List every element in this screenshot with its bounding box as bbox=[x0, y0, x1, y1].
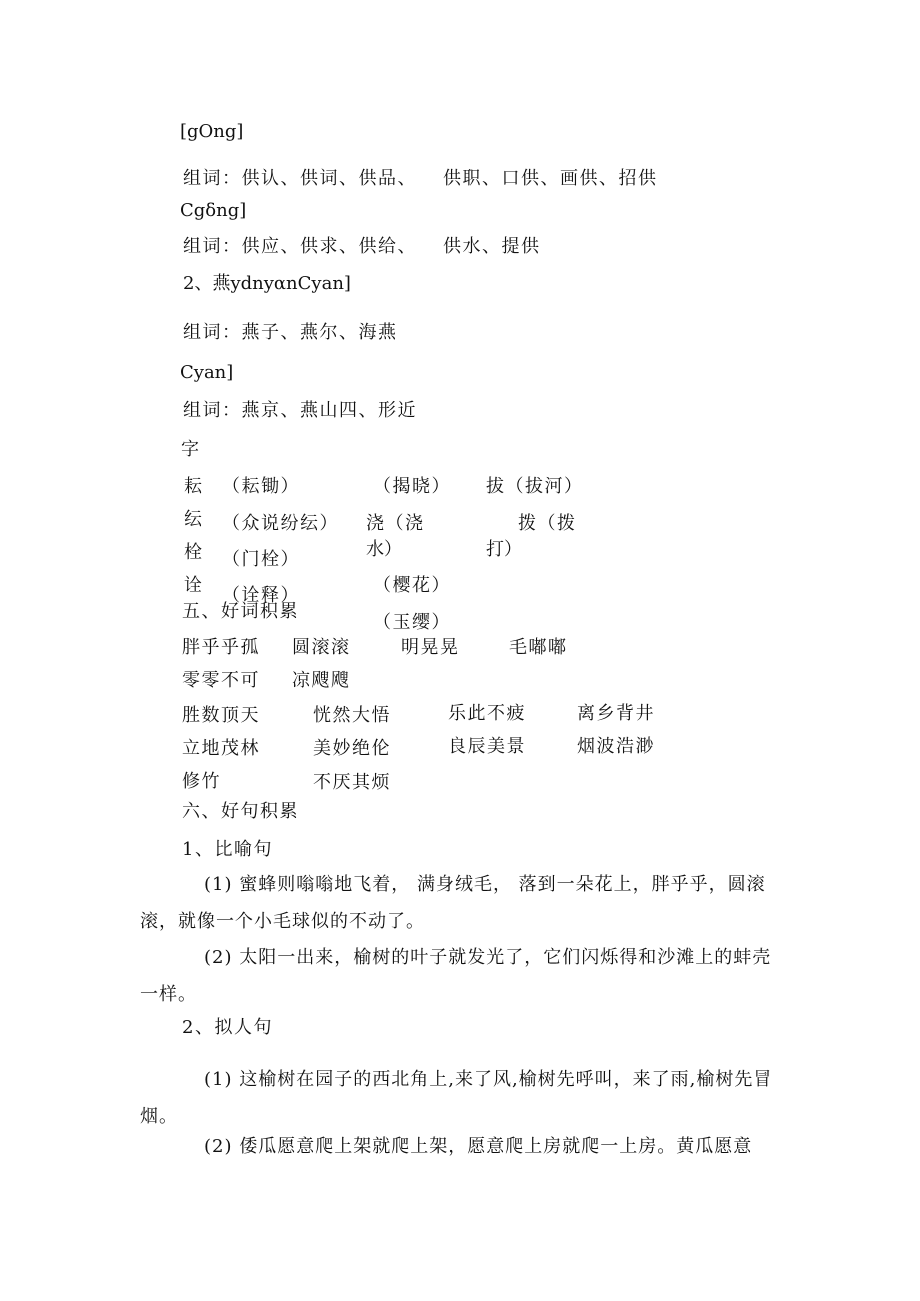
word-group-gong-1a: 组词：供认、供词、供品、 bbox=[183, 168, 417, 189]
word-group-yan-2: 组词：燕京、燕山四、形近 bbox=[183, 400, 417, 421]
personification-sentence-2 bbox=[140, 1128, 785, 1165]
good-words-heading: 五、好词积累 bbox=[182, 601, 299, 622]
word-group-gong-2b: 供水、提供 bbox=[443, 236, 541, 257]
good-word: 良辰美景 bbox=[448, 736, 526, 757]
good-word: 恍然大悟 bbox=[313, 705, 391, 726]
good-word: 明晃晃 bbox=[401, 637, 460, 658]
good-word: 不厌其烦 bbox=[313, 772, 391, 793]
similar-char-1-word: （耘锄） bbox=[222, 476, 300, 497]
personification-heading: 2、拟人句 bbox=[182, 1017, 273, 1038]
similar-char-mid-4: （玉缨） bbox=[373, 612, 451, 633]
word-group-gong-2a: 组词：供应、供求、供给、 bbox=[183, 236, 417, 257]
similar-char-4-word: （诠释） bbox=[222, 585, 300, 606]
similar-char-mid-2b: 水） bbox=[366, 539, 402, 560]
word-group-yan-1: 组词：燕子、燕尔、海燕 bbox=[183, 322, 398, 343]
similar-char-3-word: （门栓） bbox=[222, 549, 300, 570]
personification-sentence-1 bbox=[140, 1061, 785, 1135]
good-word: 圆滚滚 bbox=[292, 637, 351, 658]
good-word: 烟波浩渺 bbox=[577, 736, 655, 757]
good-word: 立地茂林 bbox=[182, 738, 260, 759]
simile-sentence-1 bbox=[140, 866, 785, 940]
similar-char-2: 纭 bbox=[184, 509, 202, 530]
good-word: 胖乎乎孤 bbox=[182, 637, 260, 658]
pinyin-yan-2: Cyan] bbox=[180, 362, 234, 383]
good-word: 胜数顶天 bbox=[182, 705, 260, 726]
similar-char-mid-3: （樱花） bbox=[373, 575, 451, 596]
pinyin-gong-1: [gOng] bbox=[180, 121, 244, 142]
personification-sentence-2-text: (2) 倭瓜愿意爬上架就爬上架，愿意爬上房就爬一上房。黄瓜愿意 bbox=[204, 1136, 753, 1157]
good-word: 美妙绝伦 bbox=[313, 738, 391, 759]
personification-sentence-1-text: (1) 这榆树在园子的西北角上,来了风,榆树先呼叫，来了雨,榆树先冒烟。 bbox=[140, 1069, 773, 1127]
good-word: 凉飕飕 bbox=[292, 670, 351, 691]
good-word: 离乡背井 bbox=[577, 703, 655, 724]
similar-char-right-1: 拔（拔河） bbox=[486, 476, 584, 497]
word-group-gong-1b: 供职、口供、画供、招供 bbox=[443, 168, 658, 189]
simile-sentence-1-text: (1) 蜜蜂则嗡嗡地飞着， 满身绒毛， 落到一朵花上，胖乎乎，圆滚滚，就像一个小毛球似的不动了。 bbox=[140, 874, 766, 932]
pinyin-gong-2: Cgδng] bbox=[180, 200, 247, 221]
good-word: 毛嘟嘟 bbox=[509, 637, 568, 658]
similar-char-3: 栓 bbox=[184, 542, 202, 563]
similar-char-mid-2a: 浇（浇 bbox=[366, 513, 425, 534]
similar-char-right-2a: 拨（拨 bbox=[518, 513, 577, 534]
similar-char-right-2b: 打） bbox=[486, 539, 522, 560]
good-word: 乐此不疲 bbox=[448, 703, 526, 724]
word-group-yan-2-cont: 字 bbox=[181, 439, 199, 460]
heading-yan: 2、燕ydnyαnCyan] bbox=[183, 273, 351, 294]
good-sentences-heading: 六、好句积累 bbox=[182, 801, 299, 822]
similar-char-4: 诠 bbox=[184, 575, 202, 596]
similar-char-mid-1: （揭晓） bbox=[373, 476, 451, 497]
good-word: 零零不可 bbox=[182, 670, 260, 691]
simile-sentence-2-text: (2) 太阳一出来，榆树的叶子就发光了，它们闪烁得和沙滩上的蚌壳一样。 bbox=[140, 947, 772, 1005]
good-word: 修竹 bbox=[182, 771, 221, 792]
similar-char-2-word: （众说纷纭） bbox=[222, 513, 339, 534]
simile-sentence-2 bbox=[140, 939, 785, 1013]
similar-char-1: 耘 bbox=[184, 476, 202, 497]
simile-heading: 1、比喻句 bbox=[182, 839, 273, 860]
